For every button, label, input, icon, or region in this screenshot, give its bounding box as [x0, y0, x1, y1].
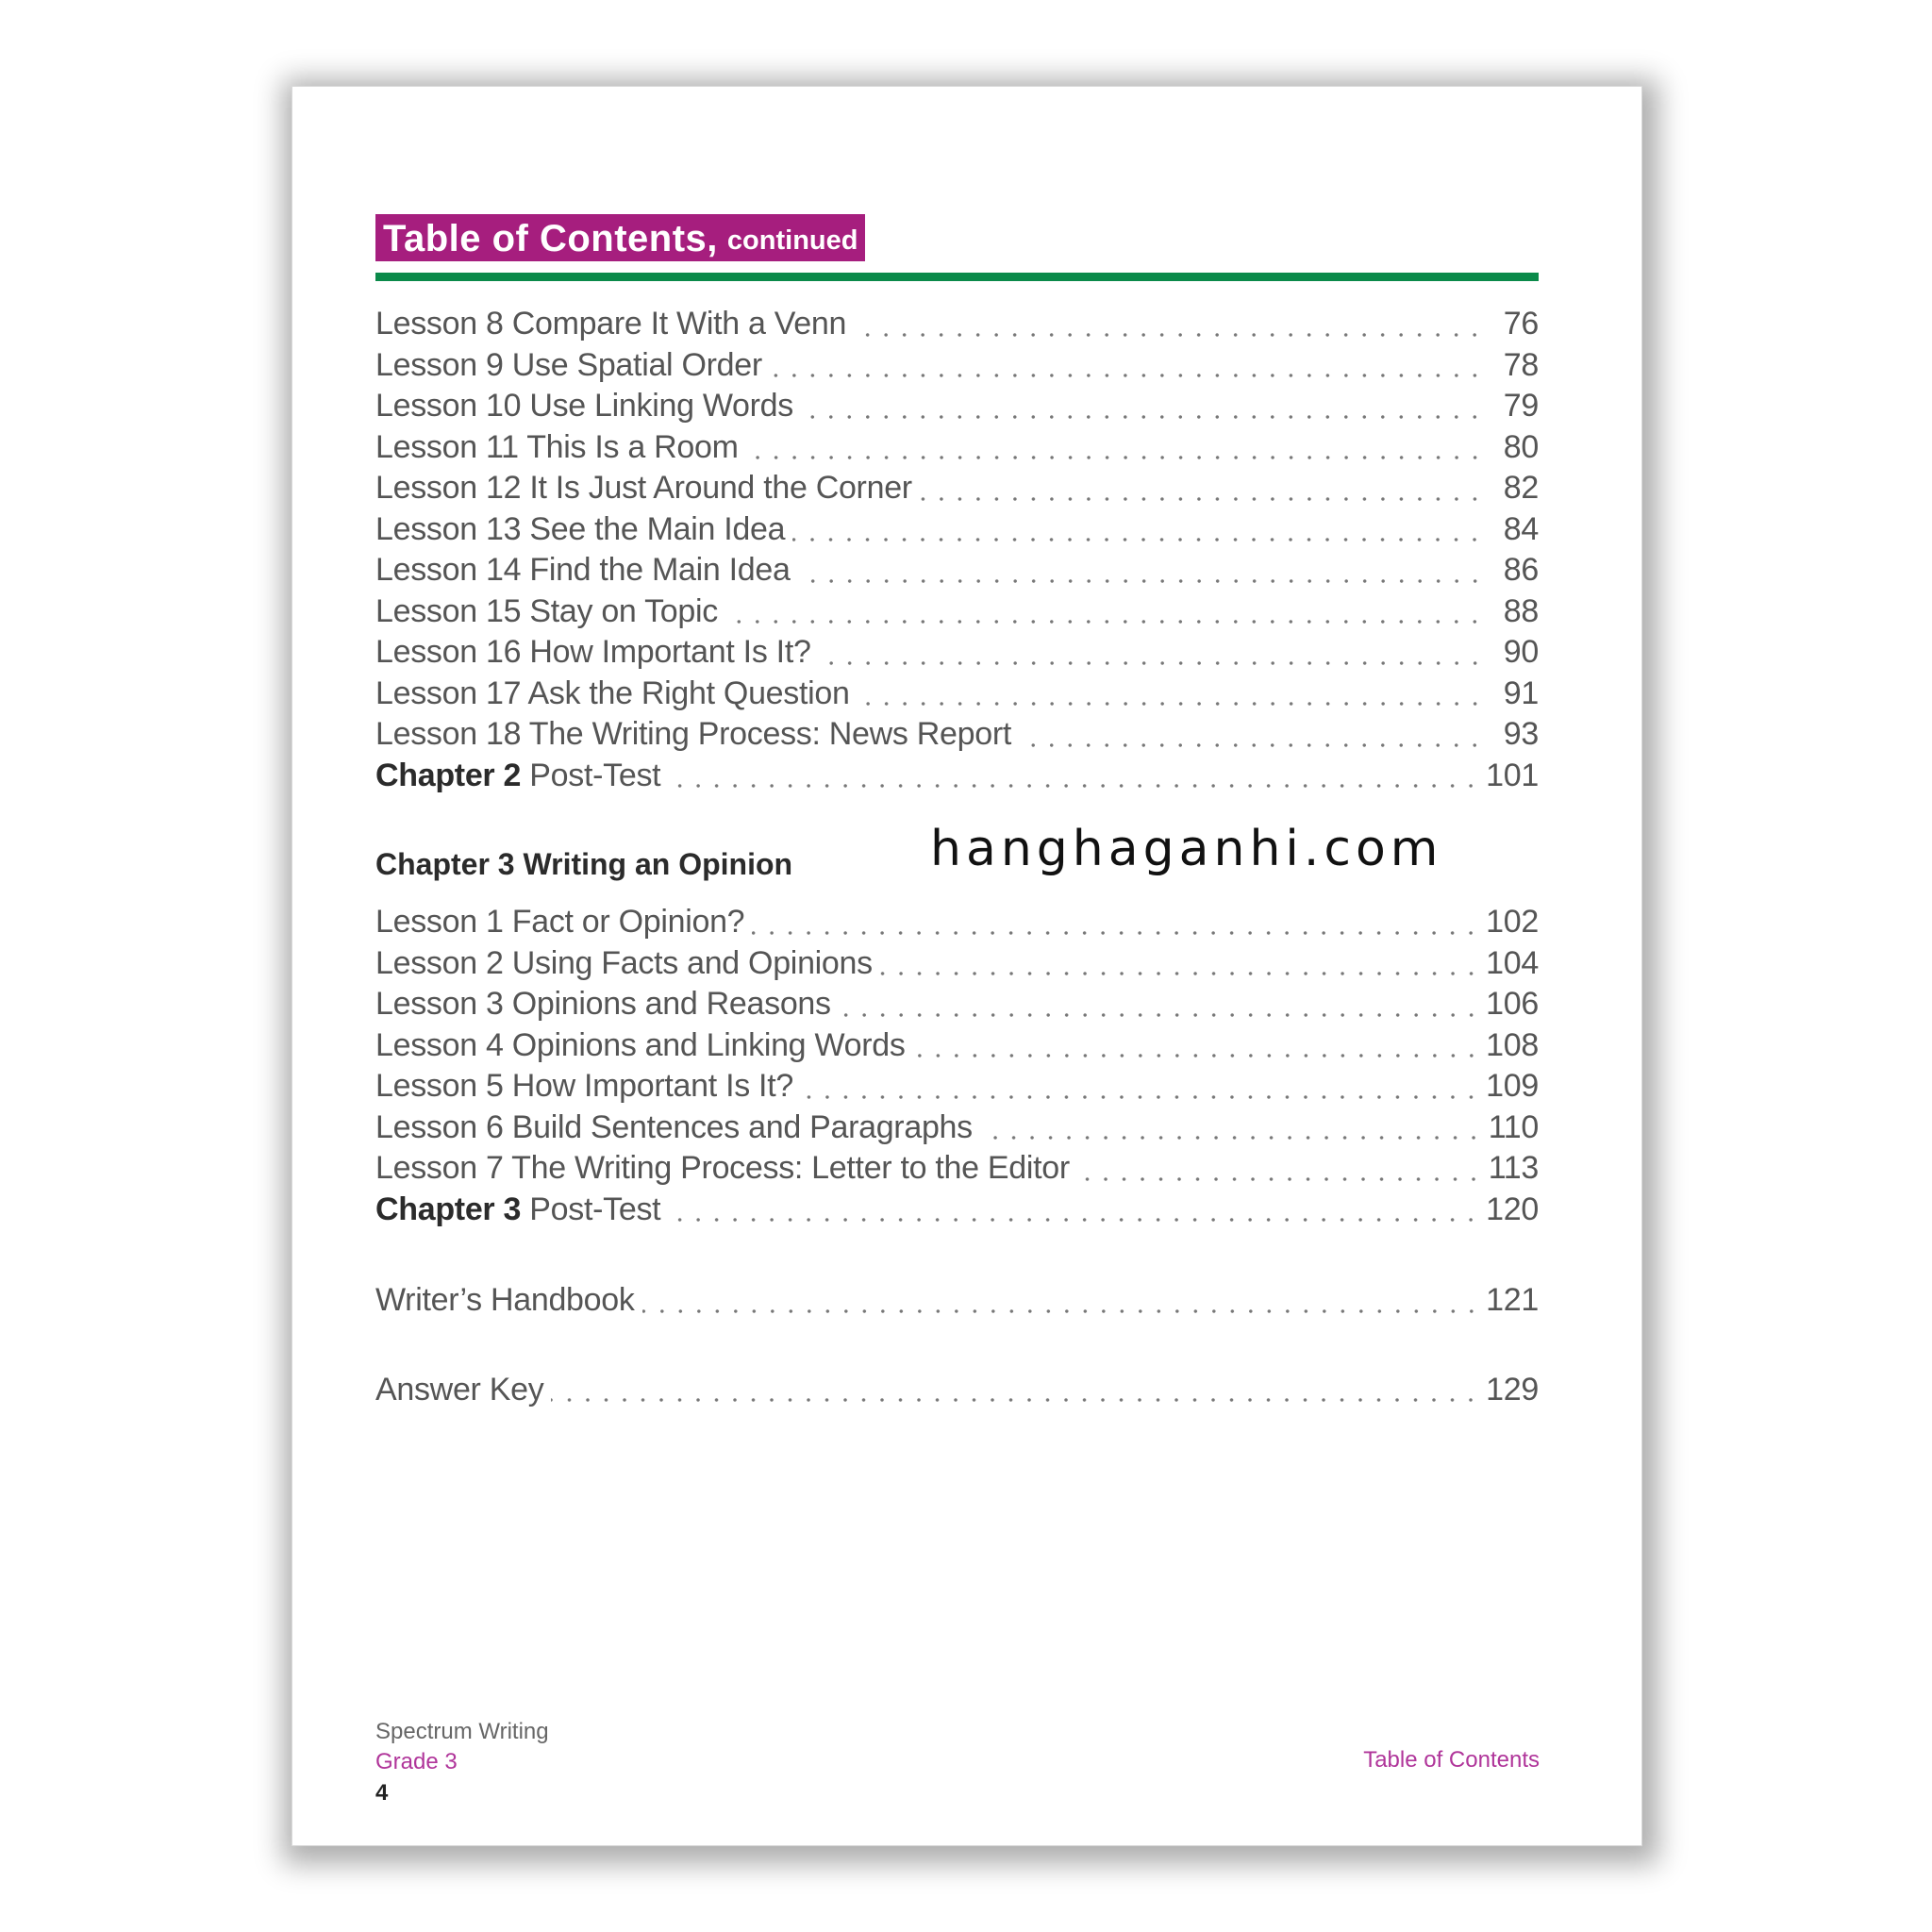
entry-page: 78	[1503, 346, 1539, 383]
toc-entry[interactable]	[375, 634, 1539, 675]
chapter-label: Chapter 2	[375, 757, 522, 793]
dot-leader	[642, 1309, 1481, 1313]
header-divider	[375, 273, 1539, 281]
chapter-label: Chapter 3	[375, 1191, 522, 1227]
entry-page: 102	[1486, 904, 1539, 940]
entry-page: 110	[1488, 1108, 1539, 1145]
dot-leader	[801, 1095, 1480, 1099]
dot-leader	[854, 333, 1484, 337]
entry-page: 121	[1486, 1282, 1539, 1318]
entry-title: Lesson 10 Use Linking Words	[375, 388, 793, 424]
page-footer-left	[375, 1717, 549, 1809]
posttest-label: Post-Test	[529, 1191, 661, 1227]
entry-page: 120	[1486, 1191, 1539, 1227]
entry-title: Answer Key	[375, 1371, 544, 1407]
toc-entry-writers-handbook[interactable]	[375, 1282, 1539, 1324]
entry-page: 106	[1486, 986, 1539, 1022]
dot-leader	[920, 497, 1484, 501]
toc-entry[interactable]	[375, 593, 1539, 635]
entry-title: Lesson 17 Ask the Right Question	[375, 675, 850, 711]
watermark-text: hanghaganhi.com	[930, 821, 1443, 877]
toc-entry[interactable]	[375, 1150, 1539, 1191]
toc-entry[interactable]	[375, 1109, 1539, 1151]
dot-leader	[752, 931, 1480, 935]
entry-page: 90	[1503, 634, 1539, 670]
entry-title: Lesson 6 Build Sentences and Paragraphs	[375, 1108, 973, 1145]
entry-title: Lesson 12 It Is Just Around the Corner	[375, 470, 912, 506]
toc-entry-chapter3-posttest[interactable]	[375, 1191, 1539, 1233]
book-title: Spectrum Writing	[375, 1719, 549, 1744]
dot-leader	[880, 972, 1480, 975]
toc-entry[interactable]	[375, 511, 1539, 553]
toc-entry[interactable]	[375, 945, 1539, 987]
entry-title: Lesson 15 Stay on Topic	[375, 592, 718, 629]
entry-page: 101	[1486, 757, 1539, 793]
entry-page: 109	[1486, 1068, 1539, 1104]
dot-leader	[913, 1054, 1481, 1058]
dot-leader	[668, 784, 1480, 788]
toc-entry[interactable]	[375, 904, 1539, 945]
entry-title: Lesson 11 This Is a Room	[375, 428, 739, 465]
spacer	[375, 1324, 1539, 1372]
dot-leader	[819, 661, 1484, 665]
dot-leader	[801, 415, 1484, 419]
page-title: Table of Contents,	[383, 218, 718, 259]
entry-title: Lesson 9 Use Spatial Order	[375, 346, 762, 383]
spacer	[375, 1232, 1539, 1282]
entry-title: Lesson 14 Find the Main Idea	[375, 552, 791, 588]
entry-title: Lesson 18 The Writing Process: News Report	[375, 716, 1012, 752]
entry-page: 82	[1503, 470, 1539, 506]
entry-title: Lesson 2 Using Facts and Opinions	[375, 944, 873, 981]
section-label: Table of Contents	[1363, 1747, 1540, 1773]
entry-title: Lesson 3 Opinions and Reasons	[375, 986, 831, 1022]
toc-entry[interactable]	[375, 716, 1539, 758]
toc-entry-answer-key[interactable]	[375, 1372, 1539, 1413]
dot-leader	[668, 1218, 1480, 1222]
entry-page: 104	[1486, 944, 1539, 981]
toc-entry[interactable]	[375, 552, 1539, 593]
dot-leader	[1077, 1177, 1483, 1181]
entry-page: 80	[1503, 428, 1539, 465]
page-subtitle: continued	[726, 225, 858, 256]
dot-leader	[770, 374, 1484, 377]
dot-leader	[798, 579, 1484, 583]
toc-entry[interactable]	[375, 986, 1539, 1027]
entry-page: 79	[1503, 388, 1539, 424]
toc-entry[interactable]	[375, 1027, 1539, 1069]
entry-page: 113	[1488, 1150, 1539, 1186]
document-page	[292, 87, 1641, 1845]
entry-page: 84	[1503, 510, 1539, 547]
dot-leader	[792, 538, 1484, 541]
entry-page: 86	[1503, 552, 1539, 588]
toc-entry[interactable]	[375, 675, 1539, 717]
toc-header-banner	[375, 214, 865, 261]
entry-title: Lesson 8 Compare It With a Venn	[375, 306, 847, 341]
dot-leader	[746, 456, 1484, 459]
entry-page: 93	[1503, 716, 1539, 752]
entry-title: Lesson 1 Fact or Opinion?	[375, 904, 745, 940]
entry-title: Lesson 7 The Writing Process: Letter to the Editor	[375, 1150, 1070, 1186]
entry-title: Lesson 4 Opinions and Linking Words	[375, 1026, 906, 1063]
entry-title: Lesson 13 See the Main Idea	[375, 510, 786, 547]
entry-title: Lesson 16 How Important Is It?	[375, 634, 811, 670]
dot-leader	[980, 1136, 1483, 1140]
toc-entry-chapter2-posttest[interactable]	[375, 758, 1539, 799]
entry-title	[375, 1191, 660, 1228]
dot-leader	[858, 702, 1484, 706]
entry-page: 76	[1503, 306, 1539, 341]
toc-entry[interactable]	[375, 1068, 1539, 1109]
dot-leader	[725, 620, 1484, 624]
dot-leader	[1019, 743, 1484, 747]
page-number: 4	[375, 1780, 389, 1806]
dot-leader	[551, 1398, 1480, 1402]
dot-leader	[839, 1013, 1480, 1017]
entry-title	[375, 758, 660, 794]
entry-page: 88	[1503, 592, 1539, 629]
toc-entry[interactable]	[375, 470, 1539, 511]
entry-title: Writer’s Handbook	[375, 1282, 635, 1318]
posttest-label: Post-Test	[529, 757, 661, 793]
entry-page: 129	[1486, 1371, 1539, 1407]
toc-entry[interactable]	[375, 429, 1539, 471]
entry-title: Lesson 5 How Important Is It?	[375, 1068, 793, 1104]
entry-page: 108	[1486, 1026, 1539, 1063]
grade-label: Grade 3	[375, 1749, 458, 1774]
chapter-3-heading: Chapter 3 Writing an Opinion	[375, 846, 793, 881]
toc-entry[interactable]	[375, 388, 1539, 429]
toc-entry[interactable]	[375, 347, 1539, 389]
toc-entry[interactable]	[375, 306, 1539, 347]
entry-page: 91	[1503, 675, 1539, 711]
